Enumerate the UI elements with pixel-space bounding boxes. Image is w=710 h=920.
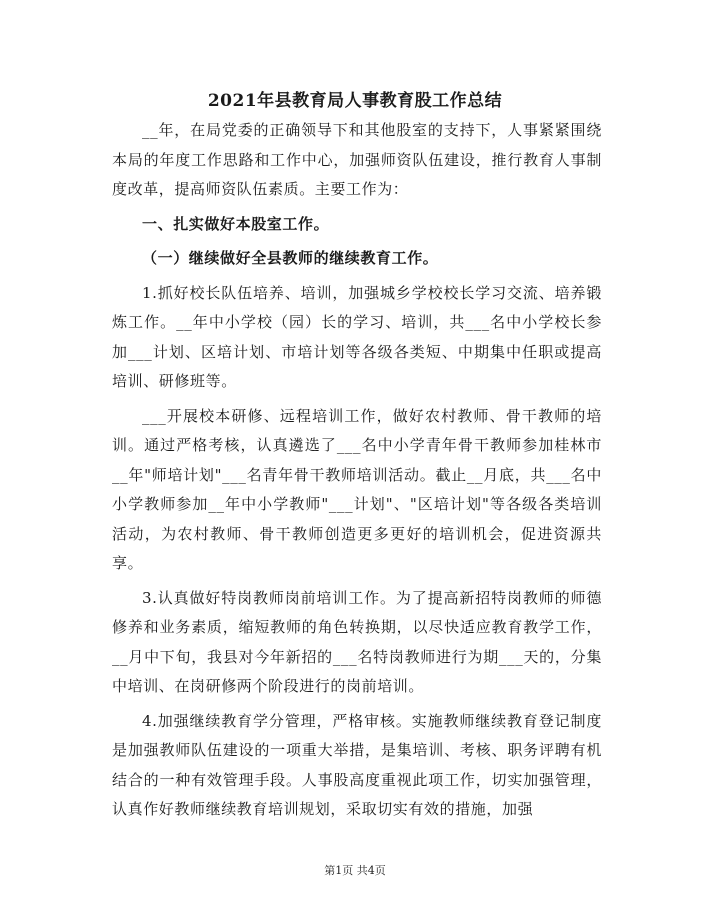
document-body	[112, 116, 602, 825]
page-number-footer: 第1页 共4页	[324, 864, 386, 877]
paragraph-item-2: ___开展校本研修、远程培训工作，做好农村教师、骨干教师的培训。通过严格考核，认真遴选了___名中小学青年骨干教师参加桂林市__年"师培计划"___名青年骨干教师培训活动。截止__月底，共___名中小学教师参加__年中小学教师"___计划"、"区培计划"等各级各类培训活动，为农村教师、骨干教师创造更多更好的培训机会，促进资源共享。	[112, 406, 602, 572]
paragraph-item-1: 1.抓好校长队伍培养、培训，加强城乡学校校长学习交流、培养锻炼工作。__年中小学校（园）长的学习、培训，共___名中小学校长参加___计划、区培计划、市培计划等各级各类短、中期集中任职或提高培训、研修班等。	[112, 283, 602, 390]
paragraph-item-3: 3.认真做好特岗教师岗前培训工作。为了提高新招特岗教师的师德修养和业务素质，缩短教师的角色转换期，以尽快适应教育教学工作，__月中下旬，我县对今年新招的___名特岗教师进行为期___天的，分集中培训、在岗研修两个阶段进行的岗前培训。	[112, 588, 602, 695]
paragraph-item-4: 4.加强继续教育学分管理，严格审核。实施教师继续教育登记制度是加强教师队伍建设的一项重大举措，是集培训、考核、职务评聘有机结合的一种有效管理手段。人事股高度重视此项工作，切实加强管理，认真作好教师继续教育培训规划，采取切实有效的措施，加强	[112, 711, 602, 818]
section-heading: 一、扎实做好本股室工作。	[142, 214, 330, 233]
document-title: 2021年县教育局人事教育股工作总结	[207, 91, 503, 111]
intro-paragraph: __年，在局党委的正确领导下和其他股室的支持下，人事紧紧围绕本局的年度工作思路和工作中心，加强师资队伍建设，推行教育人事制度改革，提高师资队伍素质。主要工作为：	[112, 121, 602, 198]
subsection-heading: （一）继续做好全县教师的继续教育工作。	[142, 249, 439, 267]
